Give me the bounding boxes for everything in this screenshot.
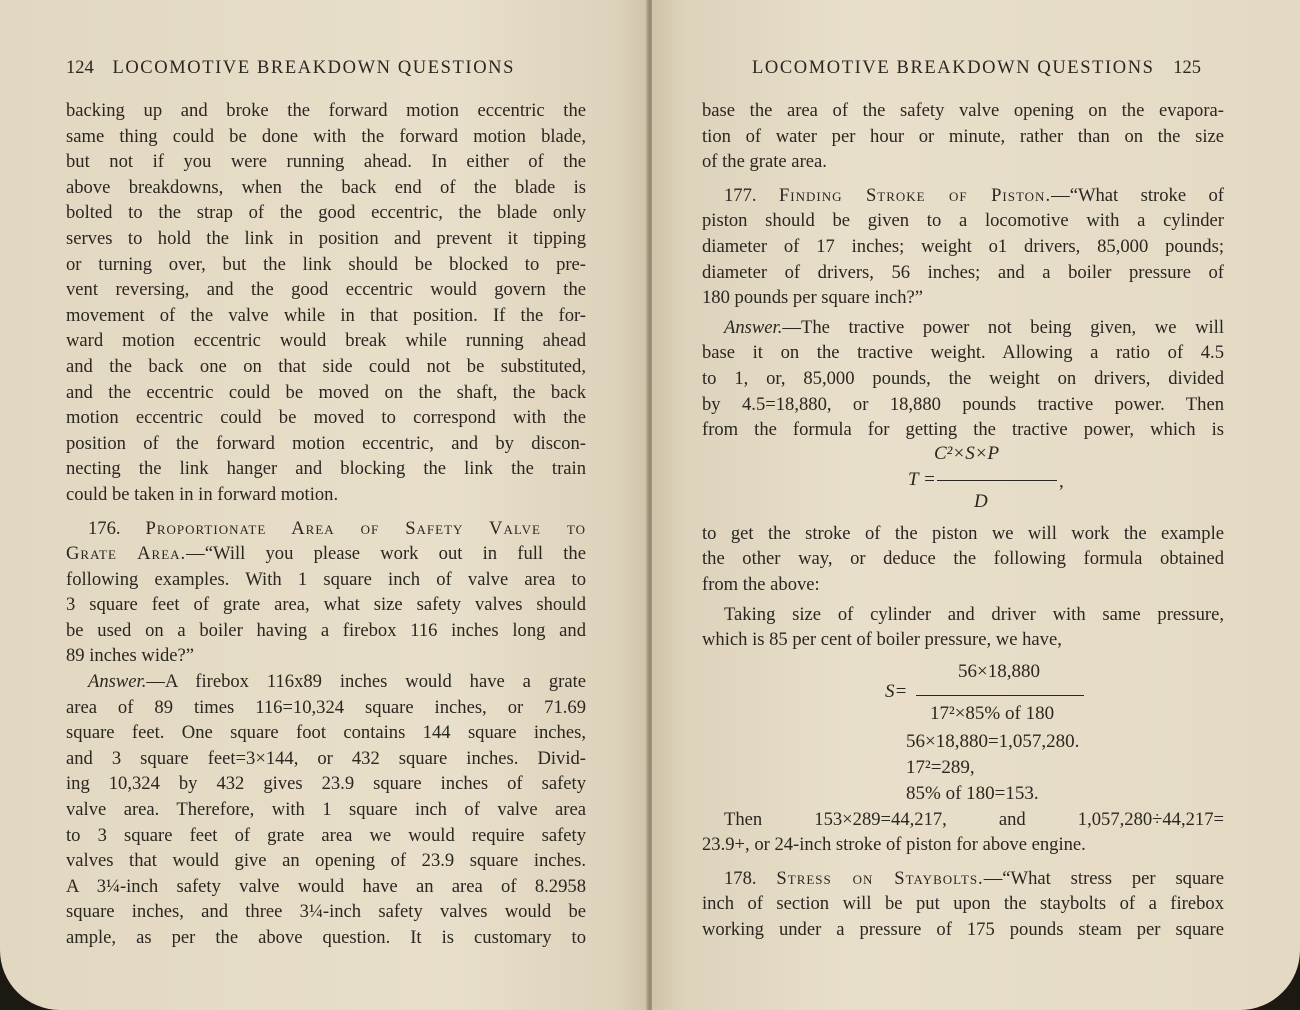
text-line: area of 89 times 116=10,324 square inches, or 71.69 bbox=[66, 696, 586, 718]
left-continuation-paragraph bbox=[66, 98, 586, 508]
text-line: the other way, or deduce the following formula obtained bbox=[702, 548, 1224, 570]
left-running-header bbox=[66, 58, 515, 79]
text-line: movement of the valve while in that position. If the for- bbox=[66, 304, 586, 326]
text-line: ing 10,324 by 432 gives 23.9 square inches of safety bbox=[66, 773, 586, 795]
text-line: and the eccentric could be moved on the shaft, the back bbox=[66, 381, 586, 403]
answer-label: Answer. bbox=[88, 671, 147, 693]
text-line: to 1, or, 85,000 pounds, the weight on drivers, divided bbox=[702, 367, 1224, 389]
text-line: which is 85 per cent of boiler pressure, we have, bbox=[702, 629, 1062, 651]
text-line: piston should be given to a locomotive with a cylinder bbox=[702, 210, 1224, 232]
question-176-number: 176. bbox=[88, 517, 121, 539]
question-178 bbox=[702, 866, 1224, 943]
text-line: square inches, and three 3¼-inch safety valves would be bbox=[66, 901, 586, 923]
calculation-steps bbox=[702, 729, 1224, 807]
text-line: base it on the tractive weight. Allowing a ratio of 4.5 bbox=[702, 342, 1224, 364]
fraction-bar bbox=[916, 695, 1084, 696]
stroke-formula bbox=[702, 653, 1224, 729]
text-line: 89 inches wide?” bbox=[66, 645, 195, 667]
answer-176 bbox=[66, 669, 586, 951]
right-continuation-paragraph bbox=[702, 98, 1224, 175]
text-line: valves that would give an opening of 23.9 square inches. bbox=[66, 850, 586, 872]
text-line: A 3¼-inch safety valve would have an area of 8.2958 bbox=[66, 875, 586, 897]
left-page-text bbox=[66, 98, 586, 951]
right-running-title: LOCOMOTIVE BREAKDOWN QUESTIONS bbox=[752, 58, 1155, 78]
after-formula-paragraph bbox=[702, 521, 1224, 598]
calc-line: 17²=289, bbox=[906, 756, 975, 778]
text-line: and 3 square feet=3×144, or 432 square inches. Divid- bbox=[66, 747, 586, 769]
text-line: Answer.—The tractive power not being given, we will bbox=[724, 316, 1224, 338]
text-line: of the grate area. bbox=[702, 151, 827, 173]
right-page-number: 125 bbox=[1173, 58, 1201, 78]
left-running-title: LOCOMOTIVE BREAKDOWN QUESTIONS bbox=[112, 58, 515, 78]
text-line: motion eccentric could be moved to correspond with the bbox=[66, 407, 586, 429]
formula-comma: , bbox=[1059, 470, 1064, 492]
stroke-formula-lhs: S= bbox=[885, 680, 908, 702]
stroke-formula-denominator: 17²×85% of 180 bbox=[930, 702, 1055, 724]
right-page bbox=[652, 0, 1300, 1010]
text-line: Answer.—A firebox 116x89 inches would have a grate bbox=[88, 671, 586, 693]
calc-line: 85% of 180=153. bbox=[906, 782, 1039, 804]
left-page bbox=[0, 0, 648, 1010]
question-176-heading-cont: Grate Area. bbox=[66, 543, 187, 565]
right-page-text bbox=[702, 98, 1224, 943]
text-line: by 4.5=18,880, or 18,880 pounds tractive power. Then bbox=[702, 393, 1224, 415]
question-178-heading-line: 178. Stress on Staybolts.—“What stress per square bbox=[724, 867, 1224, 889]
calc-line: 56×18,880=1,057,280. bbox=[906, 730, 1080, 752]
formula-denominator: D bbox=[974, 490, 988, 512]
text-line: tion of water per hour or minute, rather than on the size bbox=[702, 125, 1224, 147]
taking-paragraph bbox=[702, 602, 1224, 653]
text-line: Grate Area.—“Will you please work out in full the bbox=[66, 543, 586, 565]
text-line: be used on a boiler having a firebox 116 inches long and bbox=[66, 619, 586, 641]
text-line: ample, as per the above question. It is customary to bbox=[66, 927, 586, 948]
tractive-power-formula bbox=[702, 443, 1224, 521]
question-178-number: 178. bbox=[724, 867, 757, 889]
answer-177 bbox=[702, 315, 1224, 443]
text-line: following examples. With 1 square inch of valve area to bbox=[66, 568, 586, 590]
text-line: from the formula for getting the tractive power, which is bbox=[702, 419, 1224, 441]
stroke-formula-numerator: 56×18,880 bbox=[958, 660, 1040, 682]
text-line: 180 pounds per square inch?” bbox=[702, 287, 923, 309]
text-line: from the above: bbox=[702, 573, 820, 595]
text-line: backing up and broke the forward motion eccentric the bbox=[66, 100, 586, 121]
formula-numerator: C²×S×P bbox=[934, 442, 1000, 464]
question-176-heading-line bbox=[66, 516, 586, 542]
text-line: necting the link hanger and blocking the link the train bbox=[66, 458, 586, 480]
fraction-bar bbox=[937, 480, 1057, 481]
text-line: to get the stroke of the piston we will work the example bbox=[702, 522, 1224, 544]
text-line: working under a pressure of 175 pounds steam per square bbox=[702, 919, 1224, 941]
text-line: vent reversing, and the good eccentric would govern the bbox=[66, 279, 586, 301]
text-line: diameter of drivers, 56 inches; and a boiler pressure of bbox=[702, 261, 1224, 283]
text-line: serves to hold the link in position and prevent it tipping bbox=[66, 227, 586, 249]
question-177-heading: Finding Stroke of Piston. bbox=[778, 184, 1052, 206]
left-page-number: 124 bbox=[66, 58, 94, 78]
text-line: but not if you were running ahead. In either of the bbox=[66, 151, 586, 173]
text-line: and the back one on that side could not be substituted, bbox=[66, 355, 586, 377]
text-line: position of the forward motion eccentric, and by discon- bbox=[66, 432, 586, 454]
text-line: diameter of 17 inches; weight o1 drivers, 85,000 pounds; bbox=[702, 235, 1224, 257]
text-line: 3 square feet of grate area, what size safety valves should bbox=[66, 594, 586, 616]
text-line: square feet. One square foot contains 144 square inches, bbox=[66, 722, 586, 744]
result-paragraph bbox=[702, 807, 1224, 858]
text-line: Then 153×289=44,217, and 1,057,280÷44,217= bbox=[724, 808, 1224, 830]
text-line: same thing could be done with the forward motion blade, bbox=[66, 125, 586, 147]
question-178-heading: Stress on Staybolts. bbox=[776, 867, 984, 889]
formula-lhs: T = bbox=[908, 468, 936, 490]
text-line: bolted to the strap of the good eccentric, the blade only bbox=[66, 202, 586, 224]
text-line: could be taken in in forward motion. bbox=[66, 483, 339, 505]
text-line: above breakdowns, when the back end of the blade is bbox=[66, 176, 586, 198]
text-line: or turning over, but the link should be blocked to pre- bbox=[66, 253, 586, 275]
text-line: base the area of the safety valve opening on the evapora- bbox=[702, 100, 1224, 121]
right-running-header bbox=[752, 58, 1201, 79]
text-line: 23.9+, or 24-inch stroke of piston for above engine. bbox=[702, 834, 1086, 856]
text-line: Taking size of cylinder and driver with same pressure, bbox=[724, 603, 1224, 625]
question-177 bbox=[702, 183, 1224, 311]
text-line: valve area. Therefore, with 1 square inch of valve area bbox=[66, 799, 586, 821]
text-line: ward motion eccentric would break while running ahead bbox=[66, 330, 586, 352]
question-176 bbox=[66, 516, 586, 670]
text-line: inch of section will be put upon the staybolts of a firebox bbox=[702, 893, 1224, 915]
question-176-heading: Proportionate Area of Safety Valve to bbox=[145, 517, 586, 539]
text-line: to 3 square feet of grate area we would require safety bbox=[66, 824, 586, 846]
question-177-number: 177. bbox=[724, 184, 757, 206]
answer-label: Answer. bbox=[724, 316, 783, 338]
question-177-heading-line: 177. Finding Stroke of Piston.—“What stroke of bbox=[724, 184, 1224, 206]
